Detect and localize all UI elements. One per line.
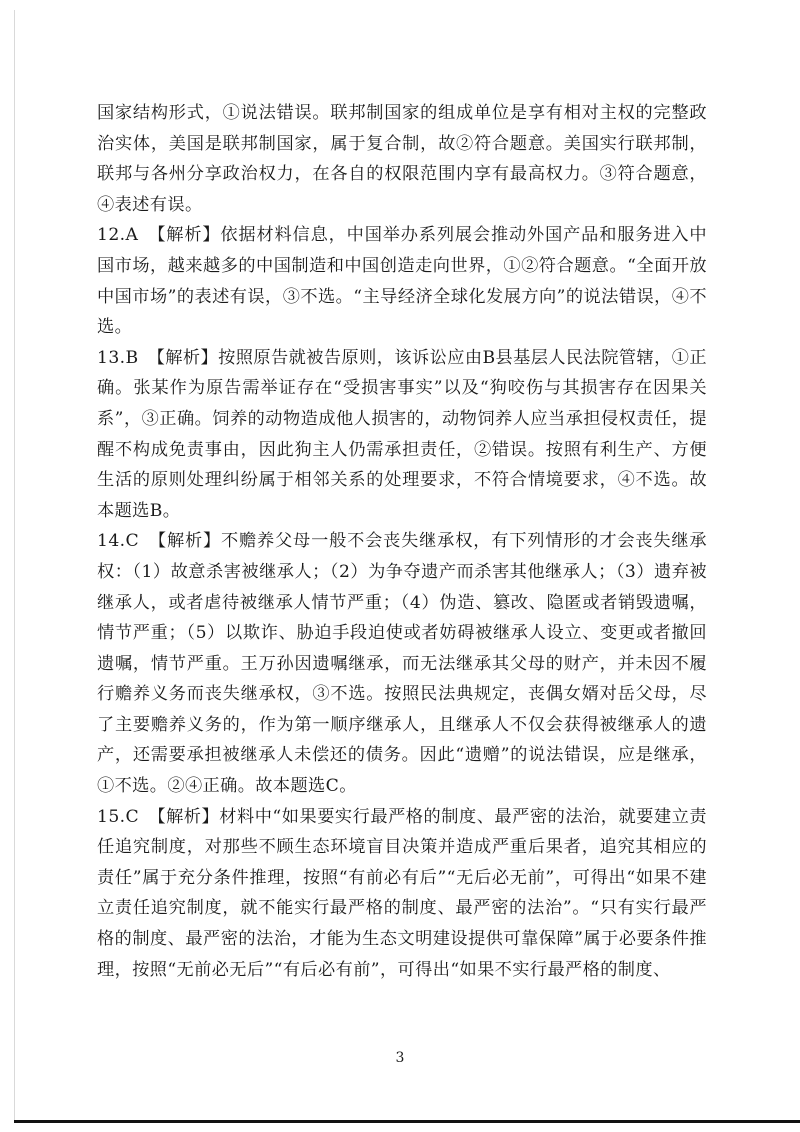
answer-analysis-text (97, 98, 707, 985)
page-number: 3 (395, 1050, 405, 1066)
paragraph-question-12: 12.A 【解析】依据材料信息，中国举办系列展会推动外国产品和服务进入中国市场，越来越多的中国制造和中国创造走向世界，①②符合题意。“全面开放中国市场”的表述有误，③不选。“主导经济全球化发展方向”的说法错误，④不选。 (97, 225, 707, 338)
bottom-border-line (14, 1120, 800, 1123)
paragraph-continuation: 国家结构形式，①说法错误。联邦制国家的组成单位是享有相对主权的完整政治实体，美国是联邦制国家，属于复合制，故②符合题意。美国实行联邦制，联邦与各州分享政治权力，在各自的权限范围内享有最高权力。③符合题意，④表述有误。 (97, 103, 707, 215)
paragraph-question-13: 13.B 【解析】按照原告就被告原则，该诉讼应由B县基层人民法院管辖，①正确。张某作为原告需举证存在“受损害事实”以及“狗咬伤与其损害存在因果关系”，③正确。饲养的动物造成他人损害的，动物饲养人应当承担侵权责任，提醒不构成免责事由，因此狗主人仍需承担责任，②错误。按照有利生产、方便生活的原则处理纠纷属于相邻关系的处理要求，不符合情境要求，④不选。故本题选B。 (97, 347, 707, 521)
paragraph-question-14: 14.C 【解析】不赡养父母一般不会丧失继承权，有下列情形的才会丧失继承权：（1）故意杀害被继承人；（2）为争夺遗产而杀害其他继承人；（3）遗弃被继承人，或者虐待被继承人情节严重；（4）伪造、篡改、隐匿或者销毁遗嘱，情节严重；（5）以欺诈、胁迫手段迫使或者妨碍被继承人设立、变更或者撤回遗嘱，情节严重。王万孙因遗嘱继承，而无法继承其父母的财产，并未因不履行赡养义务而丧失继承权，③不选。按照民法典规定，丧偶女婿对岳父母，尽了主要赡养义务的，作为第一顺序继承人，且继承人不仅会获得被继承人的遗产，还需要承担被继承人未偿还的债务。因此“遗赠”的说法错误，应是继承，①不选。②④正确。故本题选C。 (97, 531, 707, 797)
paragraph-question-15: 15.C 【解析】材料中“如果要实行最严格的制度、最严密的法治，就要建立责任追究制度，对那些不顾生态环境盲目决策并造成严重后果者，追究其相应的责任”属于充分条件推理，按照“有前必有后”“无后必无前”，可得出“如果不建立责任追究制度，就不能实行最严格的制度、最严密的法治”。“只有实行最严格的制度、最严密的法治，才能为生态文明建设提供可靠保障”属于必要条件推理，按照“无前必无后”“有后必有前”，可得出“如果不实行最严格的制度、 (97, 806, 707, 980)
